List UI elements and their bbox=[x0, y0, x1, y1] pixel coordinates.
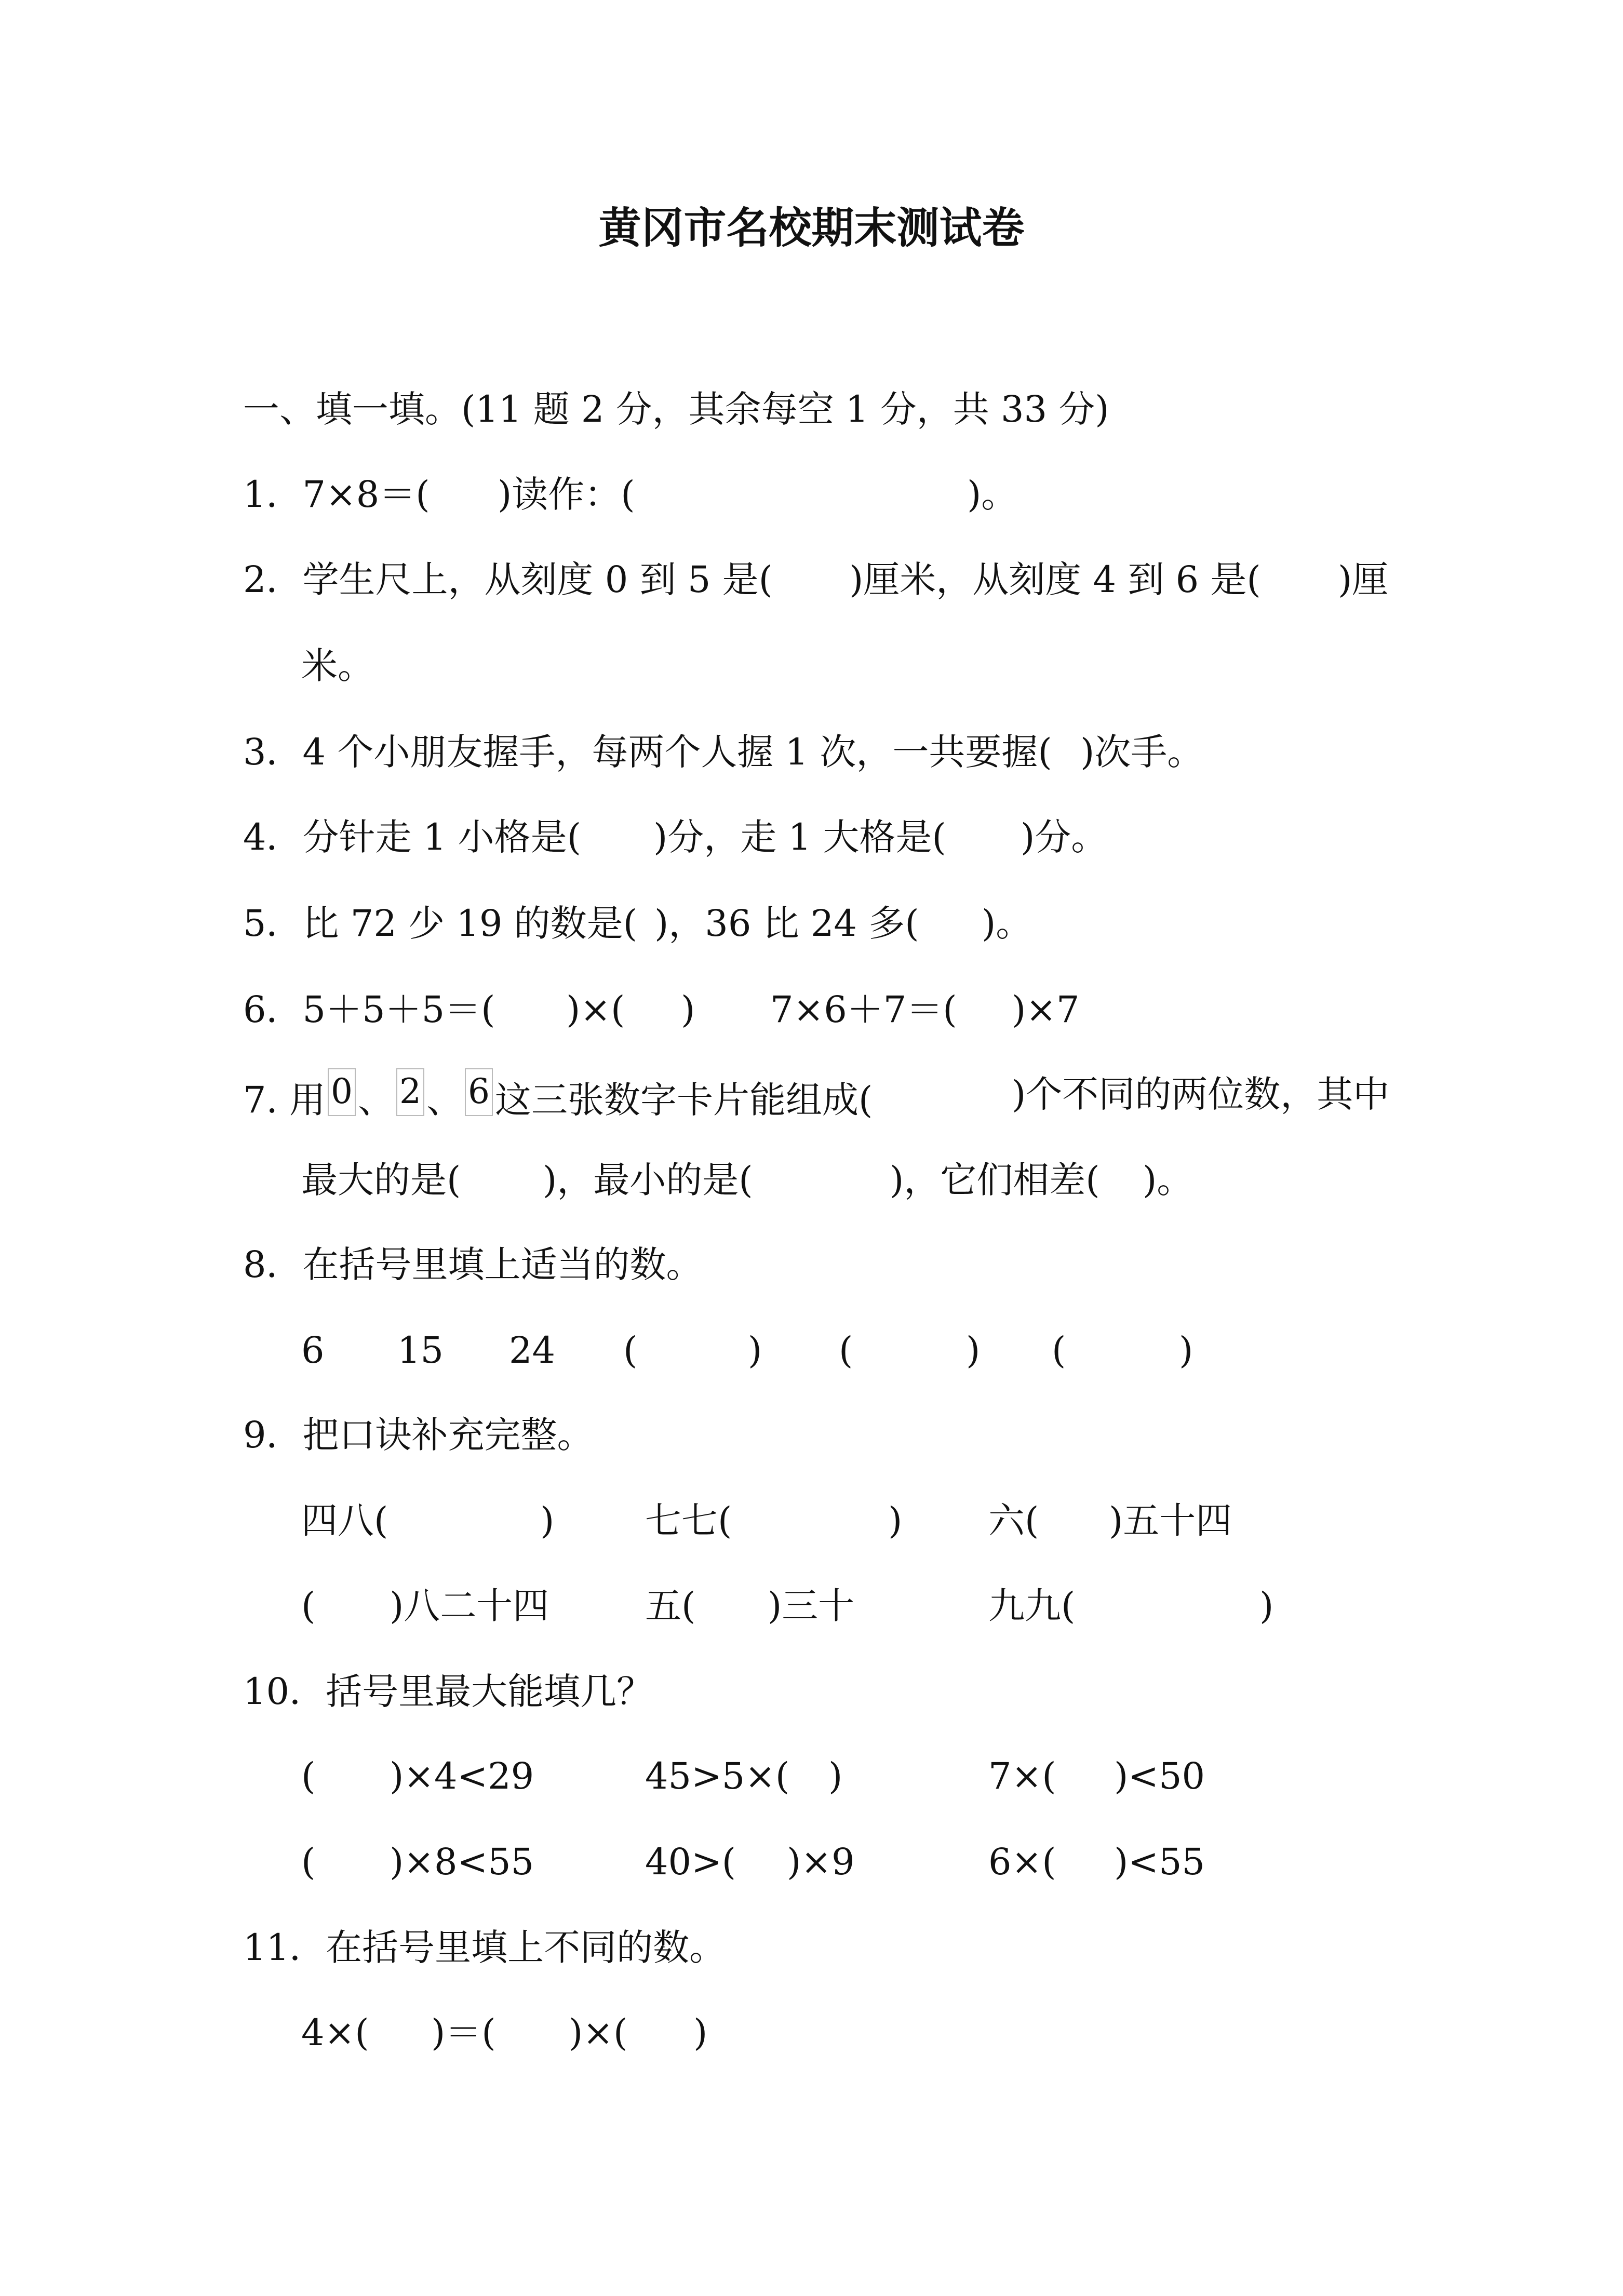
exam-title: 黄冈市名校期末测试卷 bbox=[598, 204, 1025, 253]
q9-r1-b: ) bbox=[540, 1499, 555, 1542]
q10-r1-a: ( bbox=[301, 1755, 316, 1797]
q10-r2-d: )×9 bbox=[787, 1841, 855, 1883]
q7-text-e: )，最小的是( bbox=[543, 1159, 753, 1201]
q10-r2-f: )<55 bbox=[1114, 1841, 1205, 1883]
blank-close-2: ) bbox=[966, 1329, 981, 1372]
digit-card-0: 0 bbox=[328, 1068, 356, 1116]
digit-card-2: 2 bbox=[396, 1068, 424, 1116]
q6-text-a: 6．5＋5＋5＝( bbox=[243, 988, 495, 1031]
q7-text-g: )。 bbox=[1143, 1159, 1193, 1201]
q1-text-c: )。 bbox=[967, 473, 1018, 516]
seq-term-3: 24 bbox=[509, 1329, 556, 1372]
q10-r1-d: ) bbox=[828, 1755, 843, 1797]
question-2-cont: 米。 bbox=[301, 645, 374, 687]
q9-r2-b: )八二十四 bbox=[390, 1585, 549, 1627]
q10-r1-f: )<50 bbox=[1114, 1755, 1205, 1797]
q9-r1-a: 四八( bbox=[301, 1499, 388, 1542]
question-8: 8．在括号里填上适当的数。 bbox=[243, 1243, 703, 1286]
q10-r2-e: 6×( bbox=[988, 1841, 1056, 1883]
q11-b: )＝( bbox=[431, 2011, 496, 2054]
q9-r1-d: ) bbox=[888, 1499, 903, 1542]
blank-open-1: ( bbox=[623, 1329, 638, 1372]
q11-d: ) bbox=[693, 2011, 708, 2054]
q9-r1-c: 七七( bbox=[645, 1499, 732, 1542]
q9-r2-c: 五( bbox=[645, 1585, 696, 1627]
seq-term-1: 6 bbox=[301, 1329, 325, 1372]
q10-r2-b: )×8<55 bbox=[390, 1841, 534, 1883]
q4-text-b: )分，走 1 大格是( bbox=[653, 816, 946, 858]
blank-close-3: ) bbox=[1179, 1329, 1193, 1372]
question-11: 11．在括号里填上不同的数。 bbox=[243, 1926, 726, 1969]
q7-text-a: 7. 用 bbox=[243, 1079, 326, 1121]
q1-text-a: 1．7×8＝( bbox=[243, 473, 430, 516]
q3-text-b: )次手。 bbox=[1080, 731, 1204, 773]
q1-text-b: )读作：( bbox=[498, 473, 635, 516]
q7-text-c: )个不同的两位数，其中 bbox=[1012, 1073, 1390, 1116]
q9-r2-a: ( bbox=[301, 1585, 316, 1627]
q5-text-b: )，36 比 24 多( bbox=[654, 902, 919, 945]
q9-r1-e: 六( bbox=[988, 1499, 1039, 1542]
q7-text-f: )，它们相差( bbox=[890, 1159, 1100, 1201]
q9-r1-f: )五十四 bbox=[1109, 1499, 1232, 1542]
q10-r2-a: ( bbox=[301, 1841, 316, 1883]
q4-text-a: 4．分针走 1 小格是( bbox=[243, 816, 581, 858]
q10-r1-c: 45>5×( bbox=[645, 1755, 790, 1797]
q9-r2-f: ) bbox=[1259, 1585, 1274, 1627]
q7-text-b: 这三张数字卡片能组成( bbox=[495, 1079, 873, 1121]
q7-sep-1: 、 bbox=[358, 1079, 395, 1121]
q2-text-a: 2．学生尺上，从刻度 0 到 5 是( bbox=[243, 558, 773, 601]
q6-text-e: )×7 bbox=[1012, 988, 1080, 1031]
blank-open-3: ( bbox=[1052, 1329, 1066, 1372]
seq-term-2: 15 bbox=[397, 1329, 444, 1372]
section-heading: 一、填一填。(11 题 2 分，其余每空 1 分，共 33 分) bbox=[243, 388, 1109, 431]
blank-open-2: ( bbox=[839, 1329, 853, 1372]
q10-r2-c: 40>( bbox=[645, 1841, 736, 1883]
q10-r1-b: )×4<29 bbox=[390, 1755, 534, 1797]
q11-a: 4×( bbox=[301, 2011, 369, 2054]
q5-text-c: )。 bbox=[982, 902, 1032, 945]
q5-text-a: 5．比 72 少 19 的数是( bbox=[243, 902, 637, 945]
q11-c: )×( bbox=[569, 2011, 628, 2054]
q6-text-c: ) bbox=[681, 988, 695, 1031]
q7-sep-2: 、 bbox=[426, 1079, 463, 1121]
q9-r2-e: 九九( bbox=[988, 1585, 1076, 1627]
q7-text-d: 最大的是( bbox=[301, 1159, 461, 1201]
q4-text-c: )分。 bbox=[1021, 816, 1108, 858]
question-10: 10．括号里最大能填几？ bbox=[243, 1670, 653, 1713]
q2-text-b: )厘米，从刻度 4 到 6 是( bbox=[849, 558, 1261, 601]
q3-text-a: 3．4 个小朋友握手，每两个人握 1 次，一共要握( bbox=[243, 731, 1052, 773]
question-9: 9．把口诀补充完整。 bbox=[243, 1414, 594, 1456]
q9-r2-d: )三十 bbox=[768, 1585, 855, 1627]
digit-card-6: 6 bbox=[465, 1068, 493, 1116]
q2-text-c: )厘 bbox=[1338, 558, 1389, 601]
q10-r1-e: 7×( bbox=[988, 1755, 1056, 1797]
blank-close-1: ) bbox=[748, 1329, 762, 1372]
q6-text-b: )×( bbox=[566, 988, 625, 1031]
q6-text-d: 7×6＋7＝( bbox=[770, 988, 957, 1031]
